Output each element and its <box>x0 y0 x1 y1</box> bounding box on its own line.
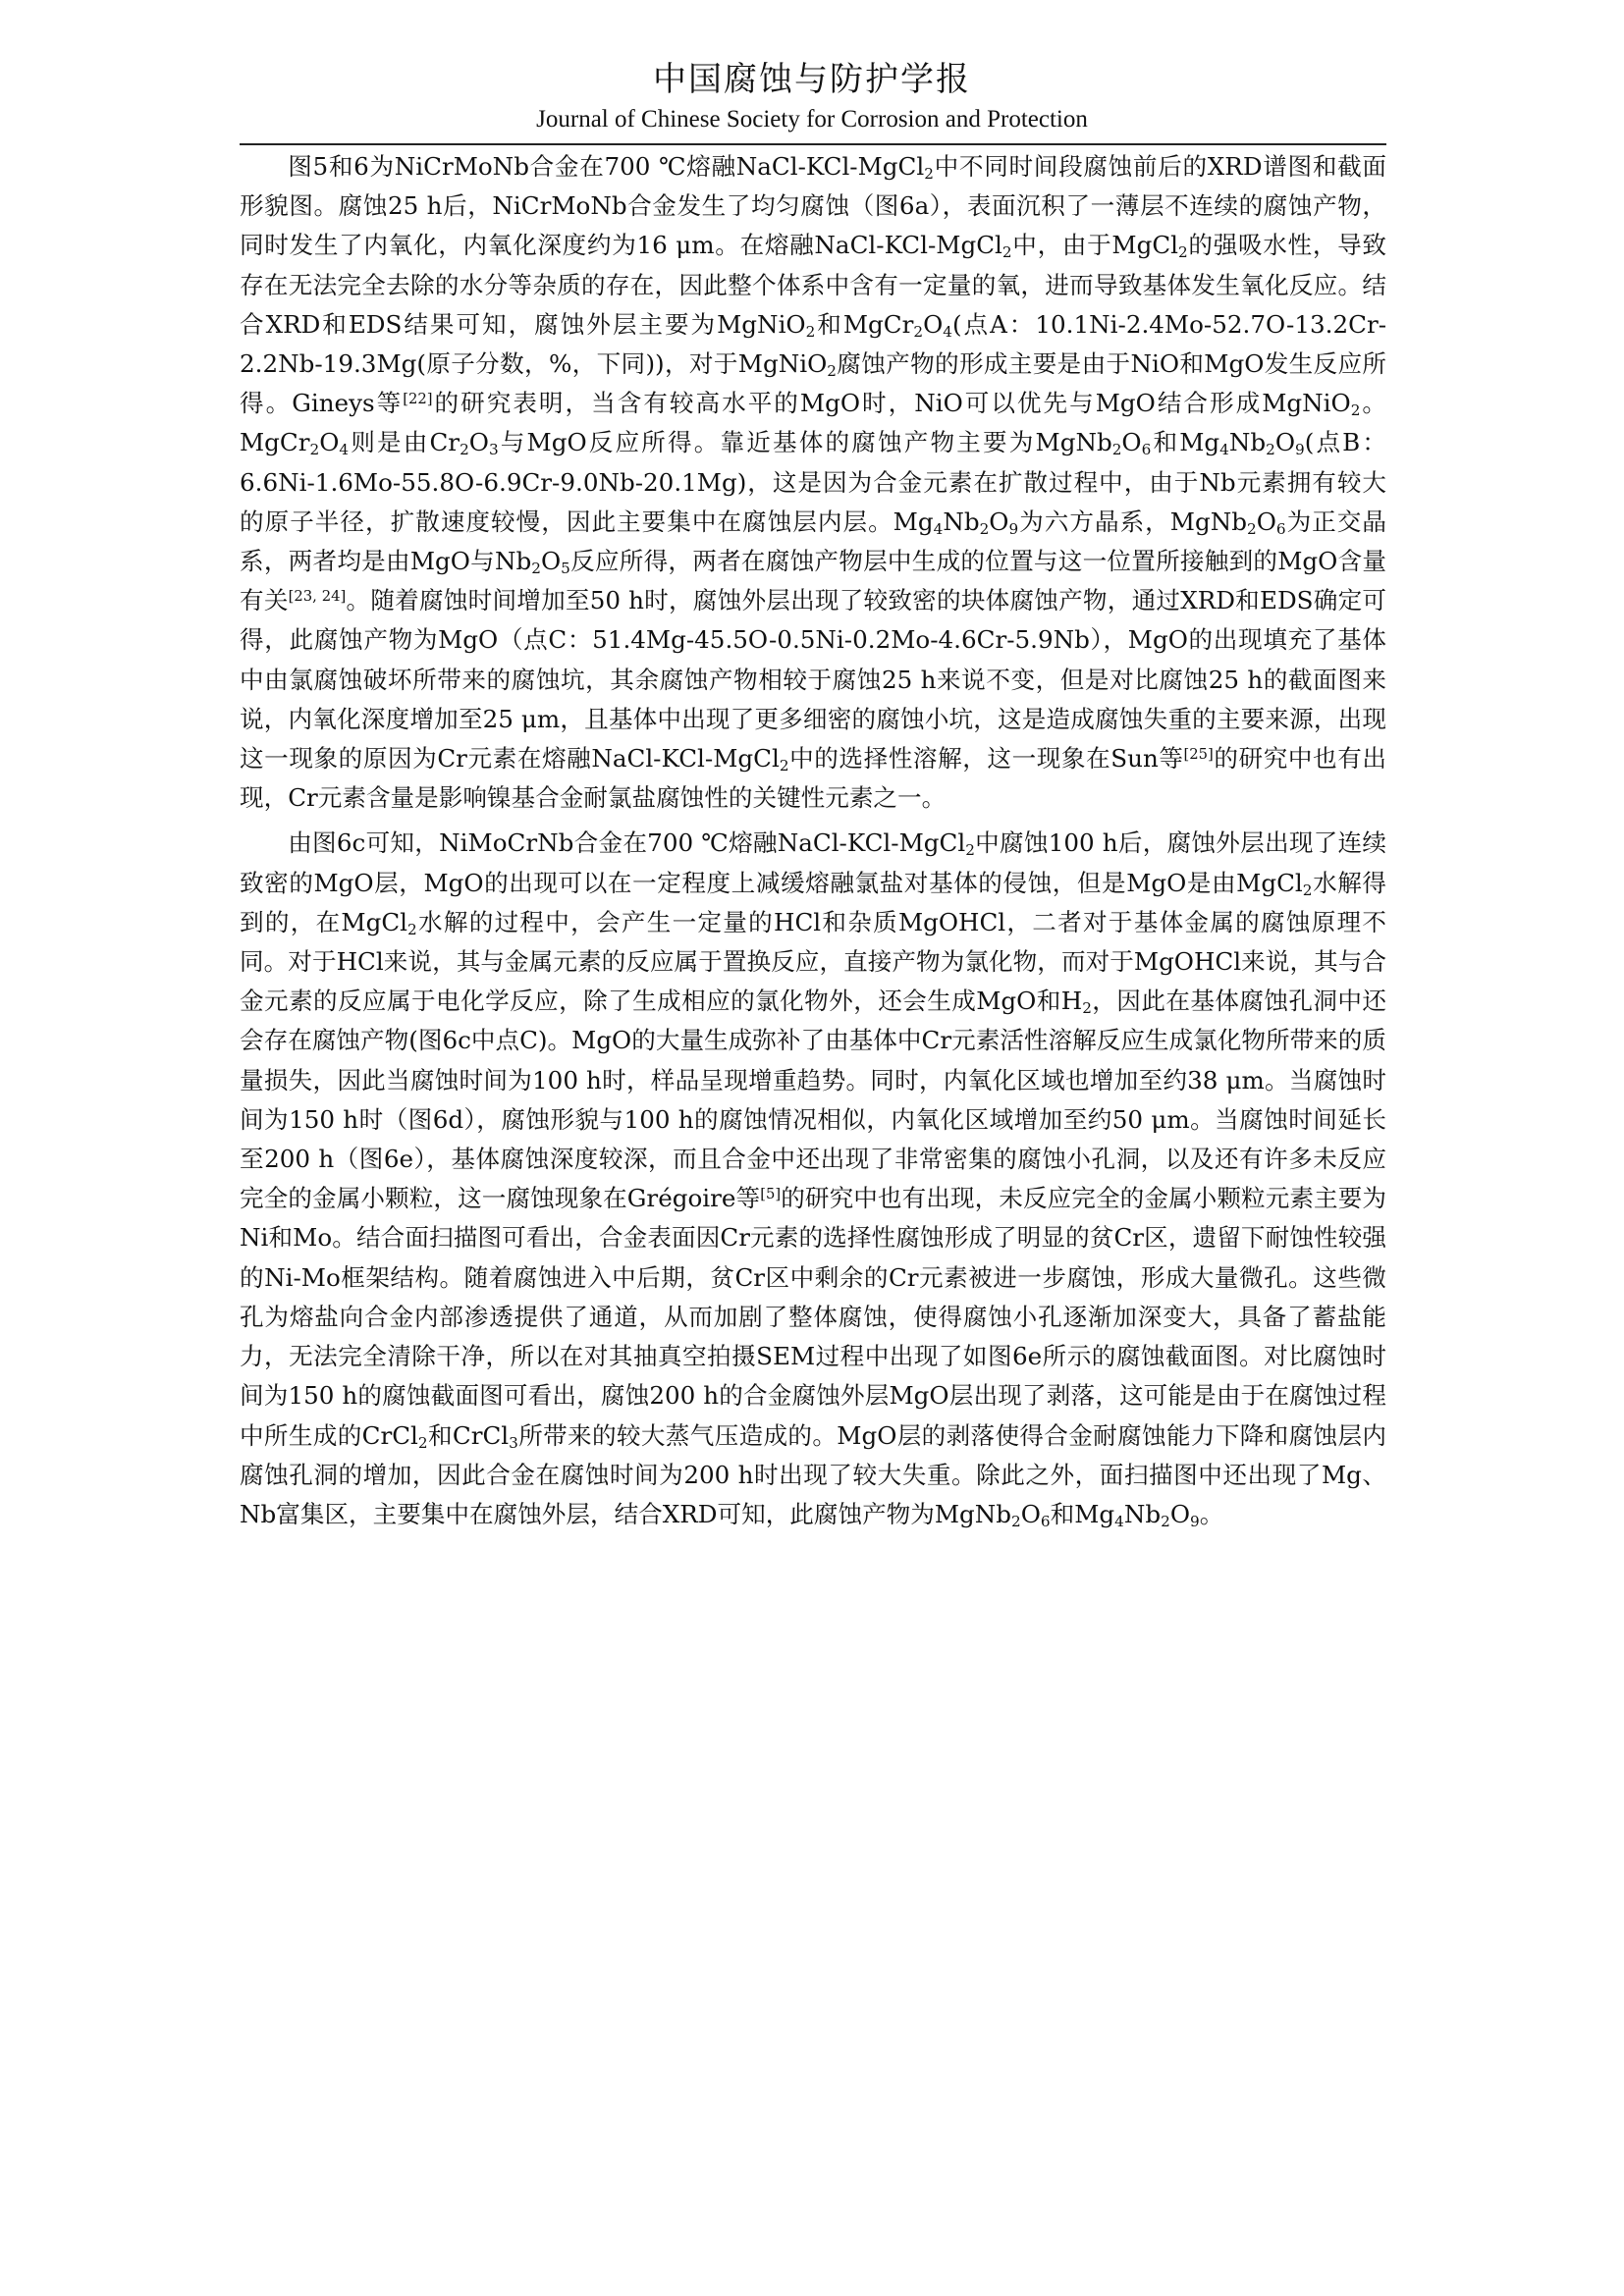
subscript: 5 <box>561 559 570 577</box>
text-run: 的研究中也有出现，Cr元素含量是影响镍基合金耐氯盐腐蚀性的关键性元素之一。 <box>240 744 1386 813</box>
text-run: 中，由于MgCl <box>1011 231 1179 260</box>
text-run: 所带来的较大蒸气压造成的。MgO层的剥落使得合金耐腐蚀能力下降和腐蚀层内腐蚀孔洞的增加，因此合金在腐蚀时间为200 h时出现了较大失重。除此之外，面扫描图中还出现了Mg、Nb富集区，主要集中在腐蚀外层，结合XRD可知，此腐蚀产物为MgNb <box>240 1420 1386 1528</box>
subscript: 3 <box>488 441 499 459</box>
text-run: 和Mg <box>1050 1499 1115 1528</box>
subscript: 2 <box>965 841 975 860</box>
text-run: 的研究中也有出现，未反应完全的金属小颗粒元素主要为Ni和Mo。结合面扫描图可看出，合金表面因Cr元素的选择性腐蚀形成了明显的贫Cr区，遗留下耐蚀性较强的Ni-Mo框架结构。随着腐蚀进入中后期，贫Cr区中剩余的Cr元素被进一步腐蚀，形成大量微孔。这些微孔为熔盐向合金内部渗透提供了通道，从而加剧了整体腐蚀，使得腐蚀小孔逐渐加深变大，具备了蓄盐能力，无法完全清除干净，所以在对其抽真空拍摄SEM过程中出现了如图6e所示的腐蚀截面图。对比腐蚀时间为150 h的腐蚀截面图可看出，腐蚀200 h的合金腐蚀外层MgO层出现了剥落，这可能是由于在腐蚀过程中所生成的CrCl <box>240 1184 1386 1450</box>
text-run: O <box>1274 428 1295 457</box>
text-run: 中腐蚀100 h后，腐蚀外层出现了连续致密的MgO层，MgO的出现可以在一定程度上减缓熔融氯盐对基体的侵蚀，但是MgO是由MgCl <box>240 828 1386 897</box>
text-run: 则是由Cr <box>349 428 460 457</box>
text-run: O <box>1020 1499 1041 1528</box>
text-run: O <box>1169 1499 1190 1528</box>
subscript: 9 <box>1190 1512 1200 1530</box>
subscript: 2 <box>1246 519 1257 538</box>
citation-ref: [22] <box>403 391 433 408</box>
subscript: 2 <box>1111 441 1122 459</box>
journal-title-en: Journal of Chinese Society for Corrosion and Protection <box>536 106 1088 133</box>
text-run: 中不同时间段腐蚀前后的XRD谱图和截面形貌图。腐蚀25 h后，NiCrMoNb合金发生了均匀腐蚀（图6a），表面沉积了一薄层不连续的腐蚀产物，同时发生了内氧化，内氧化深度约为16 μm。在熔融NaCl-KCl-MgCl <box>240 152 1386 260</box>
subscript: 2 <box>309 441 320 459</box>
text-run: 的强吸水性，导致存在无法完全去除的水分等杂质的存在，因此整个体系中含有一定量的氧，进而导致基体发生氧化反应。结合XRD和EDS结果可知，腐蚀外层主要为MgNiO <box>240 231 1386 339</box>
text-run: 和MgCr <box>815 309 914 339</box>
subscript: 4 <box>1219 441 1229 459</box>
text-run: O <box>1121 428 1142 457</box>
subscript: 2 <box>1178 243 1188 262</box>
text-run: 为正交晶系，两者均是由MgO与Nb <box>240 507 1386 576</box>
text-run: (点B：6.6Ni-1.6Mo-55.8O-6.9Cr-9.0Nb-20.1Mg)，这是因为合金元素在扩散过程中，由于Nb元素拥有较大的原子半径，扩散速度较慢，因此主要集中在腐蚀层内层。Mg <box>240 428 1387 536</box>
subscript: 2 <box>1082 999 1092 1018</box>
subscript: 6 <box>1040 1512 1051 1530</box>
text-run: 腐蚀产物的形成主要是由于NiO和MgO发生反应所得。Gineys等 <box>240 349 1387 418</box>
citation-ref: [25] <box>1183 745 1214 763</box>
text-run: O <box>989 507 1009 536</box>
subscript: 2 <box>924 164 934 183</box>
subscript: 4 <box>1114 1512 1124 1530</box>
text-run: 。 <box>1199 1499 1224 1528</box>
text-run: Nb <box>1228 428 1267 457</box>
subscript: 2 <box>979 519 990 538</box>
text-run: Nb <box>1123 1499 1162 1528</box>
text-run: O <box>468 428 489 457</box>
citation-ref: [5] <box>760 1186 782 1203</box>
text-run: 为六方晶系，MgNb <box>1018 507 1247 536</box>
body-paragraph-2 <box>240 824 1386 1534</box>
text-run: 。随着腐蚀时间增加至50 h时，腐蚀外层出现了较致密的块体腐蚀产物，通过XRD和EDS确定可得，此腐蚀产物为MgO（点C：51.4Mg-45.5O-0.5Ni-0.2Mo-4.6Cr-5.9Nb），MgO的出现填充了基体中由氯腐蚀破坏所带来的腐蚀坑，其余腐蚀产物相较于腐蚀25 h来说不变，但是对比腐蚀25 h的截面图来说，内氧化深度增加至25 μm，且基体中出现了更多细密的腐蚀小坑，这是造成腐蚀失重的主要来源，出现这一现象的原因为Cr元素在熔融NaCl-KCl-MgCl <box>240 586 1386 774</box>
subscript: 2 <box>1302 881 1313 899</box>
subscript: 2 <box>1266 441 1275 459</box>
text-run: 图5和6为NiCrMoNb合金在700 ℃熔融NaCl-KCl-MgCl <box>288 152 925 181</box>
article-body <box>240 147 1386 1540</box>
text-run: 反应所得，两者在腐蚀产物层中生成的位置与这一位置所接触到的MgO含量有关 <box>240 547 1386 615</box>
subscript: 2 <box>1350 401 1361 420</box>
subscript: 3 <box>509 1433 518 1452</box>
subscript: 2 <box>913 322 924 341</box>
text-run: 的研究表明，当含有较高水平的MgO时，NiO可以优先与MgO结合形成MgNiO <box>432 389 1351 418</box>
citation-ref: [23, 24] <box>288 588 347 606</box>
subscript: 4 <box>943 322 952 341</box>
text-run: O <box>319 428 340 457</box>
subscript: 6 <box>1141 441 1152 459</box>
subscript: 2 <box>779 756 789 774</box>
subscript: 2 <box>827 361 837 380</box>
text-run: 和CrCl <box>427 1420 510 1450</box>
text-run: 中的选择性溶解，这一现象在Sun等 <box>788 744 1184 774</box>
subscript: 2 <box>1161 1512 1170 1530</box>
text-run: 水解的过程中，会产生一定量的HCl和杂质MgOHCl，二者对于基体金属的腐蚀原理不同。对于HCl来说，其与金属元素的反应属于置换反应，直接产物为氯化物，而对于MgOHCl来说，其与合金元素的反应属于电化学反应，除了生成相应的氯化物外，还会生成MgO和H <box>240 907 1387 1016</box>
subscript: 2 <box>1001 243 1012 262</box>
header-rule <box>240 143 1386 145</box>
subscript: 4 <box>339 441 350 459</box>
subscript: 6 <box>1275 519 1286 538</box>
body-paragraph-1 <box>240 147 1386 818</box>
text-run: 与MgO反应所得。靠近基体的腐蚀产物主要为MgNb <box>498 428 1112 457</box>
subscript: 9 <box>1294 441 1305 459</box>
subscript: 2 <box>417 1433 428 1452</box>
subscript: 2 <box>407 920 417 938</box>
subscript: 2 <box>460 441 469 459</box>
running-header <box>0 57 1624 135</box>
subscript: 2 <box>805 322 816 341</box>
text-run: O <box>1256 507 1276 536</box>
subscript: 2 <box>1011 1512 1021 1530</box>
text-run: O <box>923 309 944 339</box>
subscript: 9 <box>1008 519 1019 538</box>
subscript: 4 <box>933 519 944 538</box>
journal-title-cn: 中国腐蚀与防护学报 <box>653 60 971 99</box>
text-run: 由图6c可知，NiMoCrNb合金在700 ℃熔融NaCl-KCl-MgCl <box>288 828 966 858</box>
text-run: 和Mg <box>1151 428 1220 457</box>
text-run: (点A：10.1Ni-2.4Mo-52.7O-13.2Cr-2.2Nb-19.3Mg(原子分数，%，下同))，对于MgNiO <box>240 309 1387 379</box>
subscript: 2 <box>531 559 541 577</box>
text-run: Nb <box>943 507 980 536</box>
text-run: O <box>540 547 562 576</box>
text-run: ，因此在基体腐蚀孔洞中还会存在腐蚀产物(图6c中点C)。MgO的大量生成弥补了由基体中Cr元素活性溶解反应生成氯化物所带来的质量损失，因此当腐蚀时间为100 h时，样品呈现增重趋势。同时，内氧化区域也增加至约38 μm。当腐蚀时间为150 h时（图6d），腐蚀形貌与100 h的腐蚀情况相似，内氧化区域增加至约50 μm。当腐蚀时间延长至200 h（图6e），基体腐蚀深度较深，而且合金中还出现了非常密集的腐蚀小孔洞，以及还有许多未反应完全的金属小颗粒，这一腐蚀现象在Grégoire等 <box>240 987 1386 1213</box>
text-run: 水解得到的，在MgCl <box>240 868 1386 936</box>
text-run: 。MgCr <box>240 389 1387 457</box>
